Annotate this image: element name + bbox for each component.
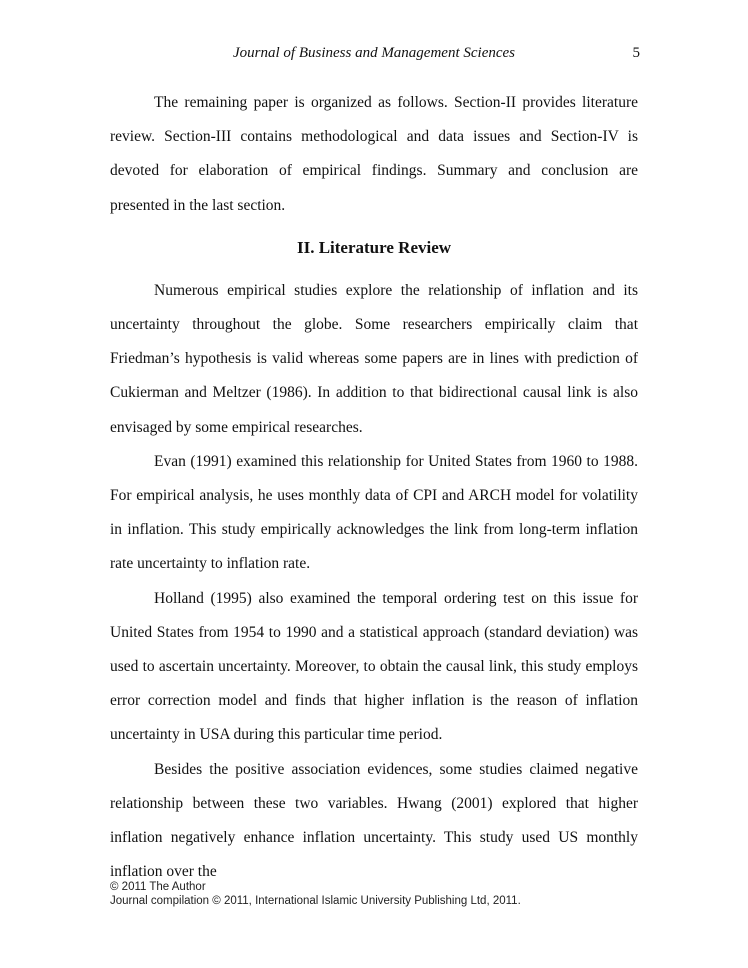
paragraph-negative-relationship: Besides the positive association evidences, some studies claimed negative relationship between these two variables. Hwang (2001) explored that higher inflation negatively enhance inflation uncertainty. This study used US monthly inflation over the <box>110 760 638 881</box>
section-heading-literature-review: II. Literature Review <box>296 237 452 257</box>
footer-journal-compilation: Journal compilation © 2011, International Islamic University Publishing Ltd, 2011. <box>110 895 521 907</box>
paragraph-numerous-studies: Numerous empirical studies explore the relationship of inflation and its uncertainty throughout the globe. Some researchers empirically claim that Friedman’s hypothesis is valid whereas some papers are in lines with prediction of Cukierman and Meltzer (1986). In addition to that bidirectional causal link is also envisaged by some empirical researches. <box>110 281 638 436</box>
paragraph-organization: The remaining paper is organized as follows. Section-II provides literature review. Section-III contains methodological and data issues and Section-IV is devoted for elaboration of empirical findings. Summary and conclusion are presented in the last section. <box>110 94 638 214</box>
article-body <box>110 86 638 889</box>
page-number: 5 <box>632 45 640 61</box>
journal-name: Journal of Business and Management Sciences <box>232 45 516 61</box>
page-footer <box>110 880 670 908</box>
running-header <box>0 43 748 63</box>
paragraph-holland-1995: Holland (1995) also examined the temporal ordering test on this issue for United States from 1954 to 1990 and a statistical approach (standard deviation) was used to ascertain uncertainty. Moreover, to obtain the causal link, this study employs error correction model and finds that higher inflation is the reason of inflation uncertainty in USA during this particular time period. <box>110 589 638 744</box>
paragraph-evan-1991: Evan (1991) examined this relationship for United States from 1960 to 1988. For empirical analysis, he uses monthly data of CPI and ARCH model for volatility in inflation. This study empirically acknowledges the link from long-term inflation rate uncertainty to inflation rate. <box>110 452 638 573</box>
footer-copyright: © 2011 The Author <box>110 881 206 893</box>
